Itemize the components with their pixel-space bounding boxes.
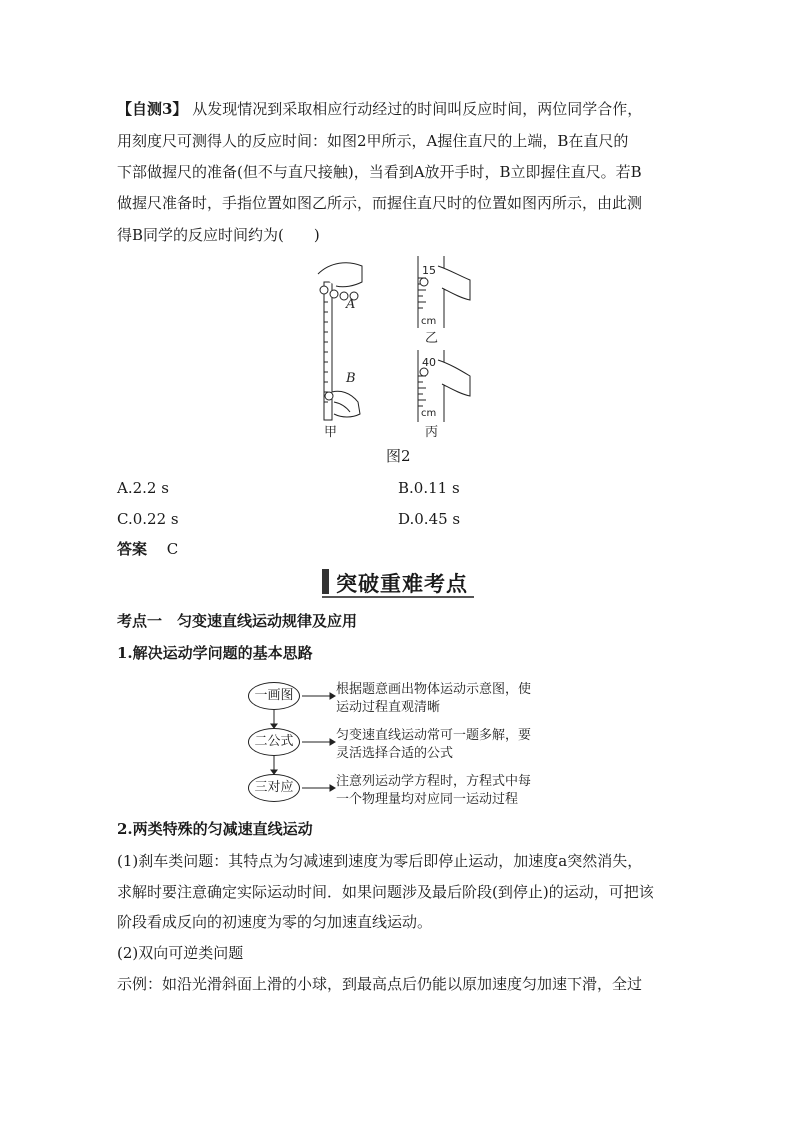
problem-line-1	[117, 102, 642, 117]
problem-line-4: 做握尺准备时，手指位置如图乙所示，而握住直尺时的位置如图丙所示，由此测	[117, 194, 643, 212]
problem-line-5: 得B同学的反应时间约为( )	[117, 226, 320, 244]
option-d: D.0.45 s	[398, 510, 461, 528]
section2-p2-heading: (2)双向可逆类问题	[117, 944, 244, 962]
section2-heading: 2.两类特殊的匀减速直线运动	[117, 820, 313, 838]
answer-line	[117, 542, 178, 557]
flow-desc-3a: 注意列运动学方程时，方程式中每	[336, 774, 532, 789]
topic-sub1: 1.解决运动学问题的基本思路	[117, 644, 313, 662]
option-a: A.2.2 s	[117, 479, 169, 497]
answer-value: C	[166, 540, 179, 558]
flow-desc-2b: 灵活选择合适的公式	[336, 746, 454, 761]
section-banner	[322, 566, 474, 598]
figure-caption: 图2	[386, 447, 411, 465]
problem-line-3: 下部做握尺的准备(但不与直尺接触)，当看到A放开手时，B立即握住直尺。若B	[117, 163, 642, 181]
answer-label: 答案	[117, 540, 148, 558]
bing-number: 40	[422, 356, 436, 369]
option-b: B.0.11 s	[398, 479, 460, 497]
flow-desc-1b: 运动过程直观清晰	[336, 700, 441, 715]
flow-desc-2a: 匀变速直线运动常可一题多解，要	[336, 728, 532, 743]
label-b: B	[346, 371, 356, 386]
flow-step-1: 一画图	[248, 682, 300, 710]
flow-step-3: 三对应	[248, 774, 300, 802]
flow-arrows	[240, 676, 340, 816]
problem-line-1-text: 从发现情况到采取相应行动经过的时间叫反应时间，两位同学合作，	[192, 100, 643, 118]
flow-step-2: 二公式	[248, 728, 300, 756]
hand-a-drawing	[318, 263, 362, 300]
banner-bar	[322, 569, 329, 594]
label-a: A	[346, 297, 356, 312]
section2-p2-line1: 示例：如沿光滑斜面上滑的小球，到最高点后仍能以原加速度匀加速下滑，全过	[117, 975, 643, 993]
banner-text: 突破重难考点	[336, 572, 468, 596]
option-c: C.0.22 s	[117, 510, 179, 528]
problem-tag: 【自测3】	[117, 100, 188, 118]
problem-line-2: 用刻度尺可测得人的反应时间：如图2甲所示，A握住直尺的上端，B在直尺的	[117, 132, 629, 150]
label-yi: 乙	[425, 331, 439, 346]
bing-unit: cm	[421, 408, 437, 419]
section2-p1-line2: 求解时要注意确定实际运动时间．如果问题涉及最后阶段(到停止)的运动，可把该	[117, 883, 654, 901]
label-bing: 丙	[425, 425, 439, 440]
flow-desc-1a: 根据题意画出物体运动示意图，使	[336, 682, 532, 697]
section2-p1-line3: 阶段看成反向的初速度为零的匀加速直线运动。	[117, 913, 433, 931]
section2-p1-line1: (1)刹车类问题：其特点为匀减速到速度为零后即停止运动，加速度a突然消失，	[117, 852, 643, 870]
reaction-time-figure	[310, 252, 480, 442]
yi-number: 15	[422, 264, 436, 277]
flow-desc-3b: 一个物理量均对应同一运动过程	[336, 792, 519, 807]
label-jia: 甲	[324, 425, 338, 440]
topic-heading: 考点一 匀变速直线运动规律及应用	[117, 612, 358, 630]
yi-unit: cm	[421, 316, 437, 327]
